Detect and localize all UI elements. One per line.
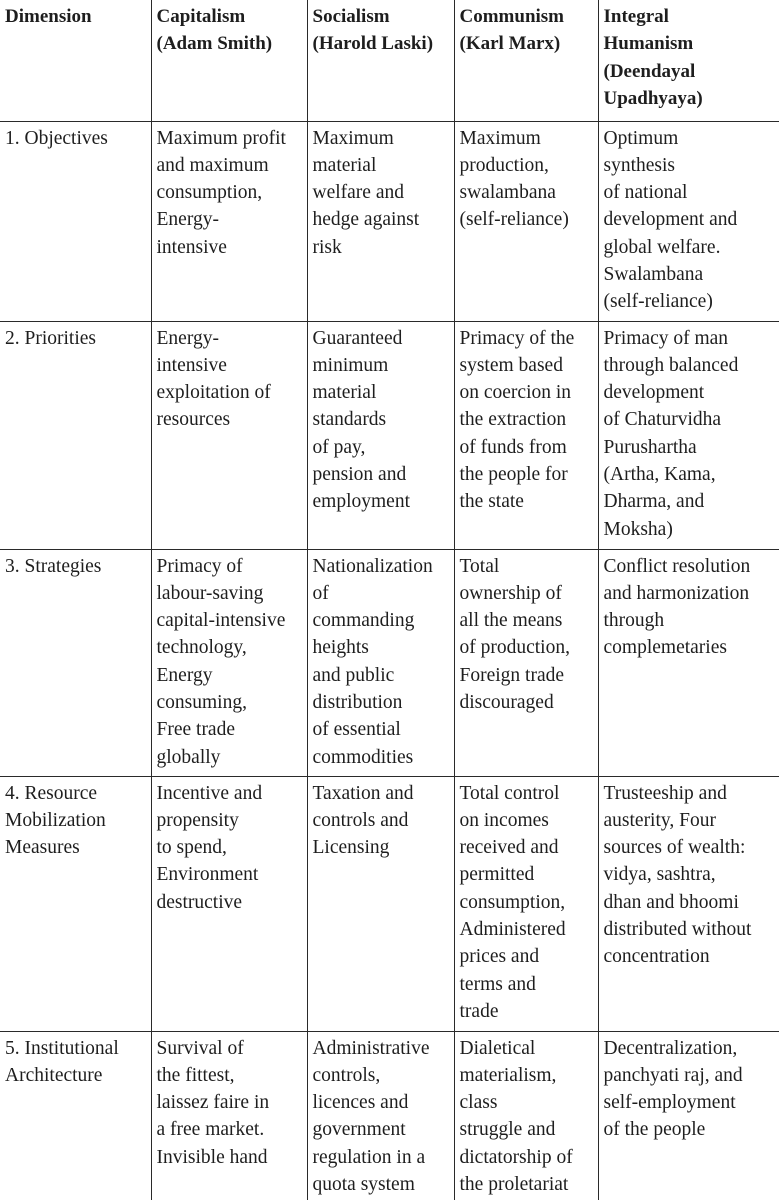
cell-line: Moksha) <box>603 518 673 540</box>
cell-line: Primacy of <box>156 555 243 577</box>
cell-line: capital-intensive <box>156 610 286 632</box>
cell-line: and harmonization <box>603 582 750 604</box>
cell-line: of pay, <box>312 436 366 458</box>
table-cell-integral-humanism <box>598 121 779 321</box>
cell-line: trade <box>459 1000 499 1022</box>
cell-line: commanding <box>312 610 415 632</box>
cell-line: swalambana <box>459 182 556 204</box>
cell-line: production, <box>459 154 549 176</box>
table-row <box>0 549 779 776</box>
cell-line: Total control <box>459 782 560 804</box>
cell-line: Maximum <box>459 127 541 149</box>
cell-line: of Chaturvidha <box>603 409 722 431</box>
cell-line: of national <box>603 182 688 204</box>
cell-line: of production, <box>459 637 570 659</box>
table-cell-socialism <box>307 321 454 549</box>
table-cell-dimension <box>0 549 151 776</box>
table-cell-integral-humanism <box>598 321 779 549</box>
cell-line: Maximum profit <box>156 127 286 149</box>
cell-line: distributed without <box>603 918 752 940</box>
cell-line: Energy- <box>156 327 219 349</box>
cell-line: (self-reliance) <box>603 291 713 313</box>
cell-line: Nationalization <box>312 555 433 577</box>
cell-line: propensity <box>156 809 239 831</box>
cell-line: and maximum <box>156 154 269 176</box>
cell-line: licences and <box>312 1092 409 1114</box>
cell-line: class <box>459 1092 498 1114</box>
column-header-capitalism <box>151 0 307 121</box>
cell-line: quota system <box>312 1173 415 1195</box>
cell-line: dhan and bhoomi <box>603 891 739 913</box>
cell-line: the people for <box>459 463 568 485</box>
cell-line: pension and <box>312 463 407 485</box>
table-cell-dimension <box>0 321 151 549</box>
cell-line: Humanism <box>603 33 694 55</box>
cell-line: terms and <box>459 973 536 995</box>
cell-line: laissez faire in <box>156 1092 270 1114</box>
cell-line: Administrative <box>312 1037 430 1059</box>
table-cell-integral-humanism <box>598 1031 779 1200</box>
cell-line: Environment <box>156 864 259 886</box>
cell-line: Architecture <box>5 1064 103 1086</box>
table-cell-dimension <box>0 776 151 1031</box>
cell-line: Free trade <box>156 719 235 741</box>
cell-line: (self-reliance) <box>459 209 569 231</box>
cell-line: Upadhyaya) <box>603 87 703 109</box>
cell-line: Primacy of the <box>459 327 575 349</box>
table-cell-communism <box>454 1031 598 1200</box>
cell-line: through balanced <box>603 354 739 376</box>
cell-line: (Karl Marx) <box>459 33 561 55</box>
cell-line: Invisible hand <box>156 1146 268 1168</box>
cell-line: materialism, <box>459 1064 557 1086</box>
cell-line: development <box>603 382 705 404</box>
cell-line: and public <box>312 664 395 686</box>
cell-line: Capitalism <box>156 6 246 27</box>
cell-line: of essential <box>312 719 401 741</box>
cell-line: on coercion in <box>459 382 572 404</box>
cell-line: Dharma, and <box>603 491 705 513</box>
cell-line: Trusteeship and <box>603 782 727 804</box>
cell-line: Decentralization, <box>603 1037 738 1059</box>
cell-line: Conflict resolution <box>603 555 751 577</box>
cell-line: concentration <box>603 946 710 968</box>
cell-line: regulation in a <box>312 1146 426 1168</box>
cell-line: welfare and <box>312 182 404 204</box>
cell-line: Maximum <box>312 127 394 149</box>
column-header-integral-humanism <box>598 0 779 121</box>
cell-line: a free market. <box>156 1119 265 1141</box>
cell-line: Energy <box>156 664 213 686</box>
cell-line: consumption, <box>156 182 263 204</box>
cell-line: self-employment <box>603 1092 736 1114</box>
cell-line: Licensing <box>312 837 390 859</box>
cell-line: of funds from <box>459 436 567 458</box>
cell-line: Incentive and <box>156 782 263 804</box>
cell-line: standards <box>312 409 387 431</box>
cell-line: synthesis <box>603 154 676 176</box>
cell-line: Optimum <box>603 127 679 149</box>
cell-line: heights <box>312 637 369 659</box>
cell-line: the proletariat <box>459 1173 569 1195</box>
cell-line: Swalambana <box>603 263 704 285</box>
cell-line: panchyati raj, and <box>603 1064 743 1086</box>
cell-line: exploitation of <box>156 382 271 404</box>
cell-line: vidya, sashtra, <box>603 864 716 886</box>
cell-line: Administered <box>459 918 566 940</box>
cell-line: minimum <box>312 354 389 376</box>
table-row <box>0 1031 779 1200</box>
cell-line: development and <box>603 209 738 231</box>
table-cell-dimension <box>0 121 151 321</box>
cell-line: government <box>312 1119 406 1141</box>
cell-line: system based <box>459 354 563 376</box>
cell-line: Measures <box>5 837 80 859</box>
cell-line: resources <box>156 409 231 431</box>
table-cell-socialism <box>307 549 454 776</box>
cell-line: technology, <box>156 637 247 659</box>
cell-line: Primacy of man <box>603 327 729 349</box>
table-cell-capitalism <box>151 1031 307 1200</box>
cell-line: permitted <box>459 864 535 886</box>
table-cell-integral-humanism <box>598 549 779 776</box>
cell-line: of the people <box>603 1119 706 1141</box>
cell-line: destructive <box>156 891 243 913</box>
cell-line: all the means <box>459 610 563 632</box>
cell-line: Mobilization <box>5 809 106 831</box>
column-header-dimension <box>0 0 151 121</box>
column-header-communism <box>454 0 598 121</box>
cell-line: 5. Institutional <box>5 1037 119 1059</box>
cell-line: discouraged <box>459 691 554 713</box>
cell-line: ownership of <box>459 582 562 604</box>
cell-line: struggle and <box>459 1119 556 1141</box>
column-header-socialism <box>307 0 454 121</box>
cell-line: Integral <box>603 6 669 27</box>
cell-line: (Harold Laski) <box>312 33 434 55</box>
cell-line: Socialism <box>312 6 390 27</box>
cell-line: austerity, Four <box>603 809 716 831</box>
cell-line: Dimension <box>5 6 92 27</box>
table-cell-communism <box>454 321 598 549</box>
cell-line: Energy- <box>156 209 219 231</box>
cell-line: through <box>603 610 665 632</box>
cell-line: Foreign trade <box>459 664 565 686</box>
cell-line: (Deendayal <box>603 60 696 82</box>
cell-line: Survival of <box>156 1037 244 1059</box>
cell-line: commodities <box>312 746 414 768</box>
cell-line: on incomes <box>459 809 549 831</box>
cell-line: hedge against <box>312 209 420 231</box>
cell-line: received and <box>459 837 559 859</box>
cell-line: consumption, <box>459 891 566 913</box>
table-cell-socialism <box>307 1031 454 1200</box>
cell-line: global welfare. <box>603 236 721 258</box>
cell-line: globally <box>156 746 221 768</box>
table-cell-capitalism <box>151 549 307 776</box>
cell-line: of <box>312 582 329 604</box>
table-cell-communism <box>454 776 598 1031</box>
table-cell-communism <box>454 121 598 321</box>
cell-line: (Adam Smith) <box>156 33 273 55</box>
cell-line: 2. Priorities <box>5 327 96 349</box>
cell-line: sources of wealth: <box>603 837 746 859</box>
table-cell-capitalism <box>151 321 307 549</box>
table-cell-capitalism <box>151 776 307 1031</box>
cell-line: 3. Strategies <box>5 555 102 577</box>
cell-line: dictatorship of <box>459 1146 573 1168</box>
table-cell-socialism <box>307 776 454 1031</box>
cell-line: risk <box>312 236 342 258</box>
cell-line: to spend, <box>156 837 227 859</box>
cell-line: Purushartha <box>603 436 697 458</box>
cell-line: Total <box>459 555 500 577</box>
cell-line: the extraction <box>459 409 567 431</box>
cell-line: prices and <box>459 946 540 968</box>
cell-line: employment <box>312 491 410 513</box>
cell-line: the fittest, <box>156 1064 235 1086</box>
cell-line: 1. Objectives <box>5 127 108 149</box>
table-cell-communism <box>454 549 598 776</box>
cell-line: distribution <box>312 691 403 713</box>
cell-line: Taxation and <box>312 782 414 804</box>
cell-line: material <box>312 154 377 176</box>
cell-line: 4. Resource <box>5 782 98 804</box>
cell-line: material <box>312 382 377 404</box>
table-header-row <box>0 0 779 121</box>
table-cell-integral-humanism <box>598 776 779 1031</box>
cell-line: Communism <box>459 6 565 27</box>
table-row <box>0 776 779 1031</box>
cell-line: Dialetical <box>459 1037 536 1059</box>
cell-line: consuming, <box>156 691 247 713</box>
cell-line: the state <box>459 491 524 513</box>
table-row <box>0 321 779 549</box>
cell-line: Guaranteed <box>312 327 403 349</box>
cell-line: intensive <box>156 354 227 376</box>
cell-line: (Artha, Kama, <box>603 463 716 485</box>
table-cell-capitalism <box>151 121 307 321</box>
cell-line: labour-saving <box>156 582 264 604</box>
cell-line: complemetaries <box>603 637 727 659</box>
cell-line: controls and <box>312 809 409 831</box>
table-row <box>0 121 779 321</box>
cell-line: intensive <box>156 236 227 258</box>
table-cell-dimension <box>0 1031 151 1200</box>
cell-line: controls, <box>312 1064 381 1086</box>
table-cell-socialism <box>307 121 454 321</box>
